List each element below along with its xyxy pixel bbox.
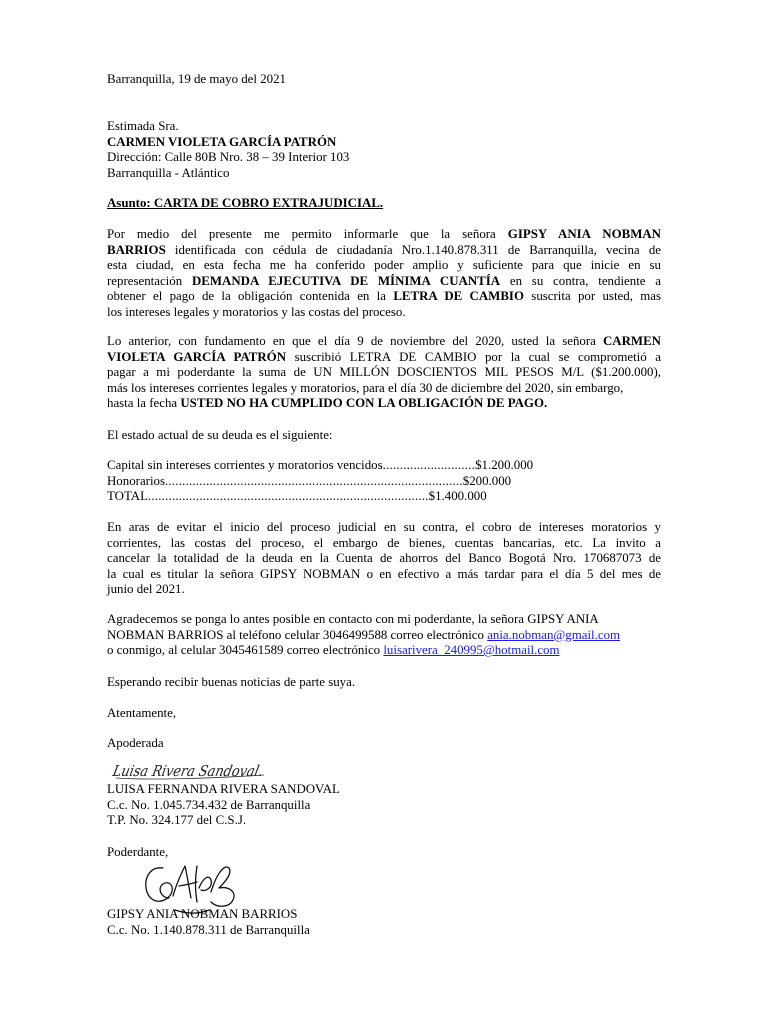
paragraph-4: Agradecemos se ponga lo antes posible en contacto con mi poderdante, la señora GIPSY ANIA NOBMAN BARRIOS al teléfono celular 3046499588 correo electrónico ania.nobman@gmail.com o conmigo, al celular 3045461589 correo electrónico luisarivera_240995@hotmail.com [107,612,621,658]
recipient-block [107,119,661,181]
subject-line: Asunto: CARTA DE COBRO EXTRAJUDICIAL. [107,196,384,210]
grantor-role: Poderdante, [107,845,169,859]
debt-intro: El estado actual de su deuda es el siguiente: [107,428,333,442]
email-link-luisa[interactable]: luisarivera_240995@hotmail.com [383,643,560,658]
place-date: Barranquilla, 19 de mayo del 2021 [107,72,286,86]
recipient-name: CARMEN VIOLETA GARCÍA PATRÓN [107,134,337,149]
debt-table [107,458,661,505]
grantor-name: GIPSY ANIA NOBMAN BARRIOS [107,907,298,921]
salutation: Estimada Sra. [107,119,179,133]
attorney-id: C.c. No. 1.045.734.432 de Barranquilla [107,797,311,812]
attorney-signature [111,757,290,783]
closing-regards: Atentamente, [107,706,177,720]
attorney-tp: T.P. No. 324.177 del C.S.J. [107,813,247,828]
paragraph-1: Por medio del presente me permito informarle que la señora GIPSY ANIA NOBMAN BARRIOS identificada con cédula de ciudadanía Nro.1.140.878.311 de Barranquilla, vecina de esta ciudad, en esta fecha me ha conferido poder amplio y suficiente para que inicie en su representación DEMANDA EJECUTIVA DE MÍNIMA CUANTÍA en su contra, tendiente a obtener el pago de la obligación contenida en la LETRA DE CAMBIO suscrita por usted, mas los intereses legales y moratorios y las costas del proceso. [107,227,661,319]
grantor-id: C.c. No. 1.140.878.311 de Barranquilla [107,922,310,937]
attorney-info [107,782,661,829]
attorney-signature-text: Luisa Rivera Sandoval. [111,762,290,780]
paragraph-3: En aras de evitar el inicio del proceso judicial en su contra, el cobro de intereses moratorios y corrientes, las costas del proceso, el embargo de bienes, cuentas bancarias, etc. La invito a cancelar la totalidad de la deuda en la Cuenta de ahorros del Banco Bogotá Nro. 170687073 de la cual es titular la señora GIPSY NOBMAN o en efectivo a más tardar para el día 5 del mes de junio del 2021. [107,520,661,597]
attorney-role: Apoderada [107,736,164,750]
closing-hope: Esperando recibir buenas noticias de parte suya. [107,675,356,689]
recipient-city: Barranquilla - Atlántico [107,165,230,180]
debt-row-capital: Capital sin intereses corrientes y moratorios vencidos...........................$1.200.000 [107,458,534,472]
debt-row-fees: Honorarios.......................................................................................$200.000 [107,473,512,488]
grantor-info [107,907,661,938]
attorney-name: LUISA FERNANDA RIVERA SANDOVAL [107,782,340,796]
debt-row-total: TOTAL..................................................................................$1.400.000 [107,489,487,504]
email-link-ania[interactable]: ania.nobman@gmail.com [487,627,621,642]
paragraph-2: Lo anterior, con fundamento en que el día 9 de noviembre del 2020, usted la señora CARMEN VIOLETA GARCÍA PATRÓN suscribió LETRA DE CAMBIO por la cual se comprometió a pagar a mi poderdante la suma de UN MILLÓN DOSCIENTOS MIL PESOS M/L ($1.200.000), más los intereses corrientes legales y moratorios, para el día 30 de diciembre del 2020, sin embargo, hasta la fecha USTED NO HA CUMPLIDO CON LA OBLIGACIÓN DE PAGO. [107,334,661,411]
recipient-address: Dirección: Calle 80B Nro. 38 – 39 Interior 103 [107,150,350,165]
